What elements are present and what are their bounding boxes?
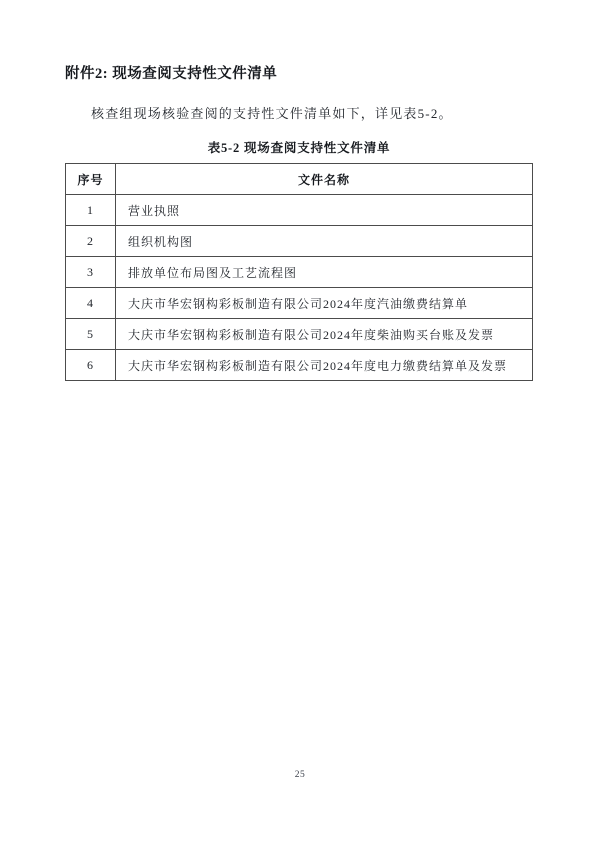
- row-serial-number: 3: [66, 257, 116, 288]
- intro-paragraph: 核查组现场核验查阅的支持性文件清单如下，详见表5-2。: [91, 106, 453, 121]
- supporting-documents-table: [65, 163, 533, 381]
- row-document-name: 排放单位布局图及工艺流程图: [116, 257, 533, 288]
- row-document-name: 大庆市华宏钢构彩板制造有限公司2024年度电力缴费结算单及发票: [116, 350, 533, 381]
- row-document-name: 组织机构图: [116, 226, 533, 257]
- row-serial-number: 5: [66, 319, 116, 350]
- page-content: [65, 62, 533, 381]
- column-header-document-name: 文件名称: [116, 164, 533, 195]
- table-row: [66, 257, 533, 288]
- row-document-name: 大庆市华宏钢构彩板制造有限公司2024年度汽油缴费结算单: [116, 288, 533, 319]
- column-header-serial-number: 序号: [66, 164, 116, 195]
- row-serial-number: 4: [66, 288, 116, 319]
- table-caption: 表5-2 现场查阅支持性文件清单: [207, 141, 391, 155]
- row-serial-number: 1: [66, 195, 116, 226]
- table-row: [66, 288, 533, 319]
- attachment-heading: 附件2: 现场查阅支持性文件清单: [65, 66, 278, 82]
- table-row: [66, 226, 533, 257]
- table-row: [66, 195, 533, 226]
- table-row: [66, 350, 533, 381]
- table-row: [66, 319, 533, 350]
- row-serial-number: 2: [66, 226, 116, 257]
- page-number: 25: [294, 770, 306, 780]
- row-serial-number: 6: [66, 350, 116, 381]
- row-document-name: 营业执照: [116, 195, 533, 226]
- row-document-name: 大庆市华宏钢构彩板制造有限公司2024年度柴油购买台账及发票: [116, 319, 533, 350]
- table-header-row: [66, 164, 533, 195]
